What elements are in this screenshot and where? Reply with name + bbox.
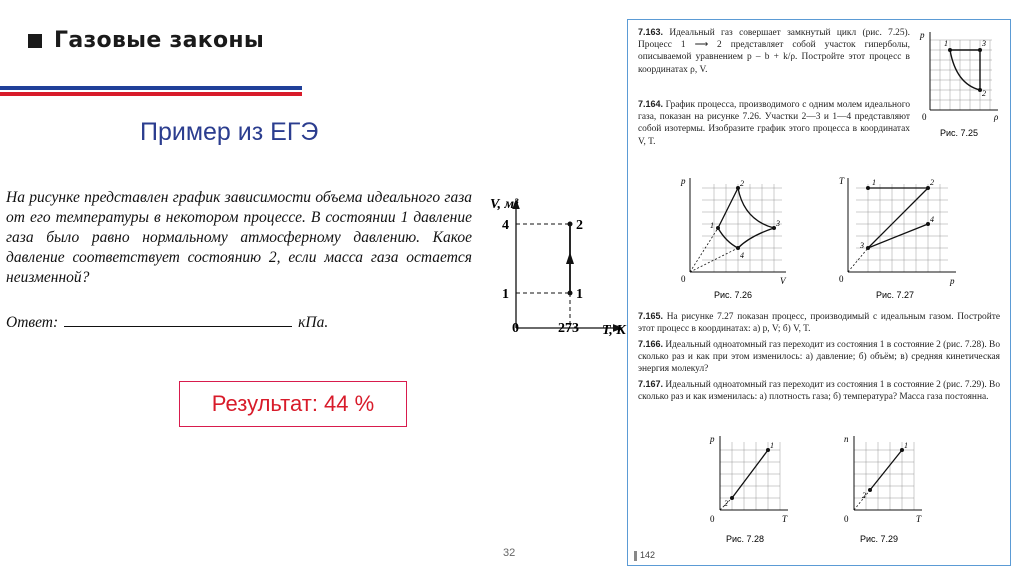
slide-title-text: Газовые законы — [54, 28, 265, 53]
svg-text:1: 1 — [770, 441, 774, 450]
svg-text:2: 2 — [930, 178, 934, 187]
problem-7-165: 7.165. На рисунке 7.27 показан процесс, производимый с идеальным газом. Постройте этот процесс в координатах: а) p, V; б) V, T. — [638, 311, 1000, 335]
answer-unit: кПа. — [298, 314, 329, 331]
ege-y-tick-4: 4 — [502, 218, 509, 233]
slide-subtitle: Пример из ЕГЭ — [140, 118, 319, 146]
svg-text:2: 2 — [982, 89, 986, 98]
ege-x-label: T, К — [602, 323, 626, 338]
answer-blank — [64, 312, 292, 327]
title-stripe-red — [0, 92, 302, 96]
book-page-number: 142 — [634, 550, 655, 561]
svg-text:T: T — [916, 514, 922, 524]
svg-text:Рис. 7.25: Рис. 7.25 — [940, 128, 979, 138]
svg-text:4: 4 — [740, 251, 744, 260]
ege-origin: 0 — [512, 321, 519, 336]
problem-7-164: 7.164. График процесса, производимого с одним молем идеального газа, показан на рисунке 7.26. Участки 2—3 и 1—4 представляют собой изотермы. Изобразите график этого процесса в координатах V, T. — [638, 99, 911, 147]
textbook-page — [627, 19, 1011, 566]
svg-text:V: V — [780, 276, 786, 286]
svg-text:Рис. 7.28: Рис. 7.28 — [726, 534, 765, 544]
svg-text:0: 0 — [839, 274, 844, 284]
ege-point-label-1: 1 — [576, 287, 583, 302]
svg-text:Рис. 7.29: Рис. 7.29 — [860, 534, 899, 544]
ege-point-1 — [568, 291, 573, 296]
svg-text:1: 1 — [710, 221, 714, 230]
svg-text:Рис. 7.27: Рис. 7.27 — [876, 290, 915, 300]
svg-text:3: 3 — [982, 39, 986, 48]
ege-y-tick-1: 1 — [502, 287, 509, 302]
svg-text:T: T — [782, 514, 788, 524]
svg-text:1: 1 — [944, 39, 948, 48]
svg-text:Рис. 7.26: Рис. 7.26 — [714, 290, 753, 300]
page-marker-icon — [634, 551, 637, 561]
ege-x-tick-273: 273 — [558, 321, 579, 336]
ege-process-arrow — [566, 252, 574, 264]
title-stripe-blue — [0, 86, 302, 90]
slide-title — [28, 28, 264, 53]
svg-text:T: T — [839, 176, 845, 186]
result-box: Результат: 44 % — [179, 381, 407, 427]
svg-text:2: 2 — [862, 491, 866, 500]
problem-7-163: 7.163. Идеальный газ совершает замкнутый цикл (рис. 7.25). Процесс 1 ⟶ 2 представляет собой участок гиперболы, описываемой уравнением p – b + k/ρ. Постройте этот процесс в координатах ρ, V. — [638, 27, 911, 75]
svg-text:0: 0 — [710, 514, 715, 524]
svg-text:3: 3 — [860, 241, 864, 250]
svg-text:0: 0 — [922, 112, 927, 122]
figure-7-29 — [840, 432, 930, 548]
figure-7-27 — [836, 172, 962, 302]
problem-7-166: 7.166. Идеальный одноатомный газ переходит из состояния 1 в состояние 2 (рис. 7.28). Во сколько раз и как при этом изменилось: а) давление; б) объём; в) средняя кинетическая энергия молекул? — [638, 339, 1001, 375]
svg-text:p: p — [710, 434, 715, 444]
ege-point-label-2: 2 — [576, 218, 583, 233]
svg-text:p: p — [950, 276, 955, 286]
svg-text:4: 4 — [930, 215, 934, 224]
answer-line — [6, 312, 328, 332]
svg-text:2: 2 — [740, 179, 744, 188]
svg-text:p: p — [920, 30, 925, 40]
figure-7-28 — [706, 432, 796, 548]
square-bullet-icon — [28, 34, 42, 48]
svg-text:0: 0 — [681, 274, 686, 284]
svg-text:3: 3 — [776, 219, 780, 228]
ege-vt-graph — [478, 190, 628, 350]
figure-7-26 — [678, 172, 790, 302]
svg-text:ρ: ρ — [994, 112, 999, 122]
svg-text:1: 1 — [904, 441, 908, 450]
svg-text:p: p — [681, 176, 686, 186]
figure-7-25 — [916, 26, 1002, 146]
slide-page-number: 32 — [503, 547, 516, 559]
svg-text:2: 2 — [724, 499, 728, 508]
svg-text:n: n — [844, 434, 849, 444]
task-text: На рисунке представлен график зависимости объема идеального газа от его температуры в некотором процессе. В состоянии 1 давление газа было равно нормальному атмосферному давлению. Какое давление соответствует состоянию 2, если масса газа остается неизменной? — [6, 189, 472, 286]
answer-label: Ответ: — [6, 314, 59, 331]
svg-text:1: 1 — [872, 178, 876, 187]
problem-7-167: 7.167. Идеальный одноатомный газ переходит из состояния 1 в состояние 2 (рис. 7.29). Во сколько раз и как изменилась: а) плотность газа; б) температура? Масса газа постоянна. — [638, 379, 1001, 403]
svg-text:0: 0 — [844, 514, 849, 524]
ege-point-2 — [568, 222, 573, 227]
ege-y-label: V, м³ — [490, 197, 519, 212]
